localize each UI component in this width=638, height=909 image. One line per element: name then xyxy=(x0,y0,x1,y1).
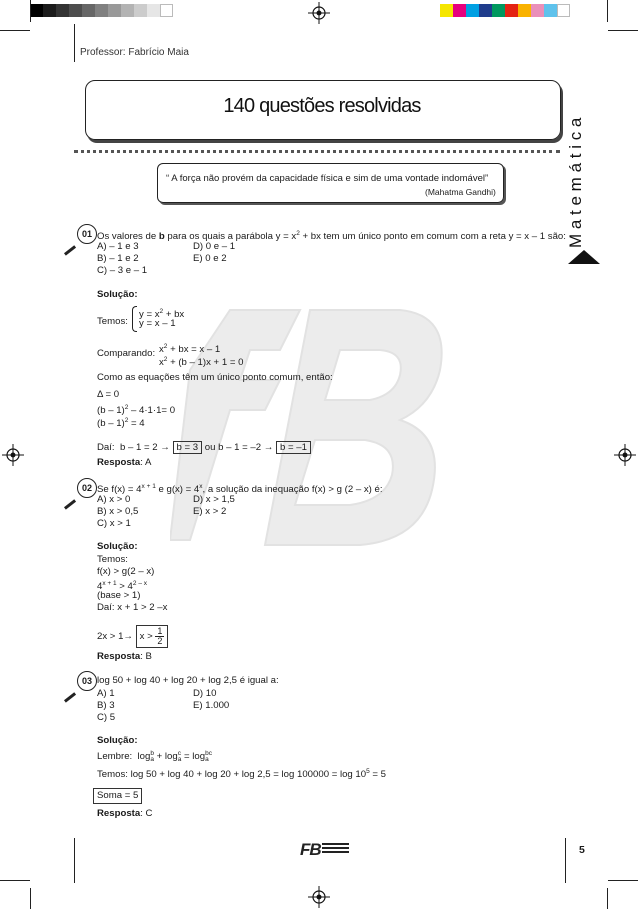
equation: f(x) > g(2 – x) xyxy=(97,566,155,577)
solution-label: Solução: xyxy=(97,541,138,552)
equation: $4^{x + 1} > 4^{2 - x}$ xyxy=(97,580,147,592)
boxed-result: b = 3 xyxy=(173,441,203,454)
option-d: D) x > 1,5 xyxy=(193,494,235,505)
crop-mark xyxy=(607,0,608,22)
option-e: E) x > 2 xyxy=(193,506,227,517)
magnifier-handle-icon xyxy=(64,499,76,509)
solution-text: Temos: $\log 50 + \log 40 + \log 20 + \log 2,5 = \log 100000 = \log 10^5 = 5$ xyxy=(97,768,387,780)
option-b: B) 3 xyxy=(97,700,115,711)
dotted-divider xyxy=(74,150,560,153)
quote-text: “ A força não provém da capacidade física e sim de uma vontade indomável” xyxy=(166,173,489,184)
answer: Resposta: A xyxy=(97,457,152,468)
footer-logo: FB xyxy=(300,840,321,859)
crop-mark xyxy=(0,880,30,881)
solution-text: Temos: xyxy=(97,316,128,327)
option-e: E) 1.000 xyxy=(193,700,230,711)
question-prompt: log 50 + log 40 + log 20 + log 2,5 é igual a: xyxy=(97,675,279,686)
option-a: A) 1 xyxy=(97,688,115,699)
equation: 2x > 1→ x > $\frac{1}{2}$ xyxy=(97,625,168,648)
option-c: C) 5 xyxy=(97,712,116,723)
fraction: $\frac{1}{2}$ xyxy=(157,626,163,646)
question-number: 01 xyxy=(77,224,97,244)
boxed-result: b = –1 xyxy=(276,441,311,454)
solution-text: Temos: xyxy=(97,554,128,565)
crop-mark xyxy=(30,888,31,909)
option-c: C) x > 1 xyxy=(97,518,131,529)
option-b: B) x > 0,5 xyxy=(97,506,139,517)
solution-text: Como as equações têm um único ponto comum, então: xyxy=(97,372,333,383)
option-a: A) – 1 e 3 xyxy=(97,241,139,252)
solution-text: Comparando: xyxy=(97,348,156,359)
option-d: D) 10 xyxy=(193,688,217,699)
option-d: D) 0 e – 1 xyxy=(193,241,236,252)
crop-mark xyxy=(0,30,30,31)
solution-label: Solução: xyxy=(97,289,138,300)
quote-author: (Mahatma Gandhi) xyxy=(425,187,496,197)
answer: Resposta: B xyxy=(97,651,152,662)
option-b: B) – 1 e 2 xyxy=(97,253,139,264)
equation: (b – 1)$^2$ – 4·1·1= 0 xyxy=(97,404,176,416)
question-number: 03 xyxy=(77,671,97,691)
triangle-marker-icon xyxy=(568,250,600,264)
question-prompt: Se $f(x) = 4^{x + 1}$ e $g(x) = 4^x$, a solução da inequação f(x) > g (2 – x) é: xyxy=(97,483,383,495)
registration-mark-icon xyxy=(308,2,330,24)
solution-label: Solução: xyxy=(97,735,138,746)
equation: Δ = 0 xyxy=(97,389,120,400)
answer: Resposta: C xyxy=(97,808,153,819)
solution-text: Daí: b – 1 = 2 → b = 3 ou b – 1 = –2 → b = –1 xyxy=(97,442,311,454)
page-number: 5 xyxy=(579,844,585,856)
log-formula: log b a + log c a = log bc a xyxy=(137,750,212,763)
boxed-result: Soma = 5 xyxy=(93,788,142,804)
professor-name: Professor: Fabrício Maia xyxy=(80,47,189,58)
margin-line xyxy=(565,838,566,883)
system-equation: y = x – 1 xyxy=(139,318,176,329)
option-c: C) – 3 e – 1 xyxy=(97,265,148,276)
margin-line xyxy=(74,838,75,883)
boxed-result: x > $\frac{1}{2}$ xyxy=(136,625,169,648)
crop-mark xyxy=(608,30,638,31)
crop-mark xyxy=(608,880,638,881)
registration-mark-icon xyxy=(2,444,24,466)
question-prompt: Os valores de b para os quais a parábola $y = x^2$ + bx tem um único ponto em comum com a reta y = x – 1 são: xyxy=(97,230,566,242)
equation: $x^2$ + bx = x – 1 xyxy=(159,343,221,355)
registration-mark-icon xyxy=(614,444,636,466)
question-number: 02 xyxy=(77,478,97,498)
option-e: E) 0 e 2 xyxy=(193,253,227,264)
registration-mark-icon xyxy=(308,886,330,908)
solution-text: Daí: x + 1 > 2 –x xyxy=(97,602,168,613)
system-brace xyxy=(132,306,137,332)
page-title: 140 questões resolvidas xyxy=(223,95,421,117)
solution-text: (base > 1) xyxy=(97,590,141,601)
crop-mark xyxy=(607,888,608,909)
crop-mark xyxy=(30,0,31,22)
equation: $x^2 + (b - 1)x + 1 = 0$ xyxy=(159,356,244,368)
process-color-bar xyxy=(440,4,600,17)
magnifier-handle-icon xyxy=(64,245,76,255)
magnifier-handle-icon xyxy=(64,692,76,702)
margin-line xyxy=(74,24,75,62)
subject-label: M a t e m á t i c a xyxy=(566,117,585,248)
option-a: A) x > 0 xyxy=(97,494,131,505)
solution-text: Lembre: log b a + log c a = log bc a xyxy=(97,750,212,763)
footer-logo-stripes xyxy=(322,843,349,854)
equation: (b – 1)$^2$ = 4 xyxy=(97,417,145,429)
system-equation: $y = x^2$ + bx xyxy=(139,308,185,320)
grayscale-color-bar xyxy=(30,4,190,17)
